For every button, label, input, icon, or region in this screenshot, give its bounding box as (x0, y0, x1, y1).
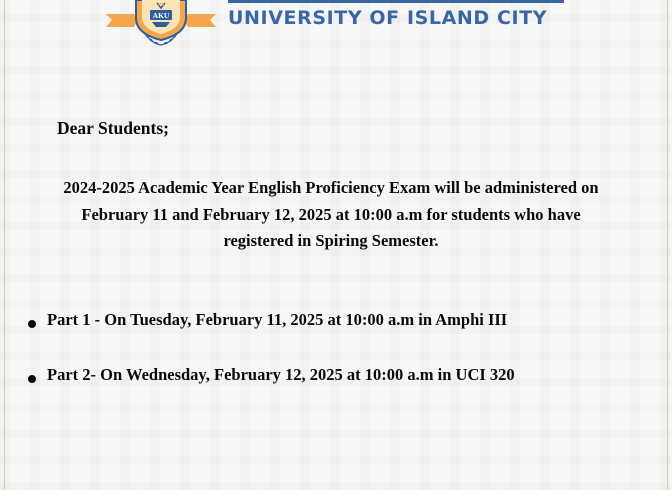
logo-text: AKU (152, 11, 170, 20)
announcement-line: registered in Spiring Semester. (223, 231, 439, 250)
schedule-item-text: Part 1 - On Tuesday, February 11, 2025 at 10:00 a.m in Amphi III (47, 310, 508, 329)
header-rule (228, 0, 564, 3)
page-border-right (667, 0, 668, 490)
schedule-item-text: Part 2- On Wednesday, February 12, 2025 at 10:00 a.m in UCI 320 (47, 365, 515, 384)
bullet-icon (28, 375, 36, 383)
bullet-icon (28, 320, 36, 328)
salutation: Dear Students; (57, 118, 169, 138)
announcement-line: 2024-2025 Academic Year English Proficiency Exam will be administered on (63, 178, 599, 197)
university-logo (104, 0, 218, 48)
university-name: UNIVERSITY OF ISLAND CITY (228, 7, 548, 29)
page-border-left (4, 0, 5, 490)
announcement-paragraph (20, 175, 642, 255)
announcement-line: February 11 and February 12, 2025 at 10:00 a.m for students who have (81, 204, 581, 224)
